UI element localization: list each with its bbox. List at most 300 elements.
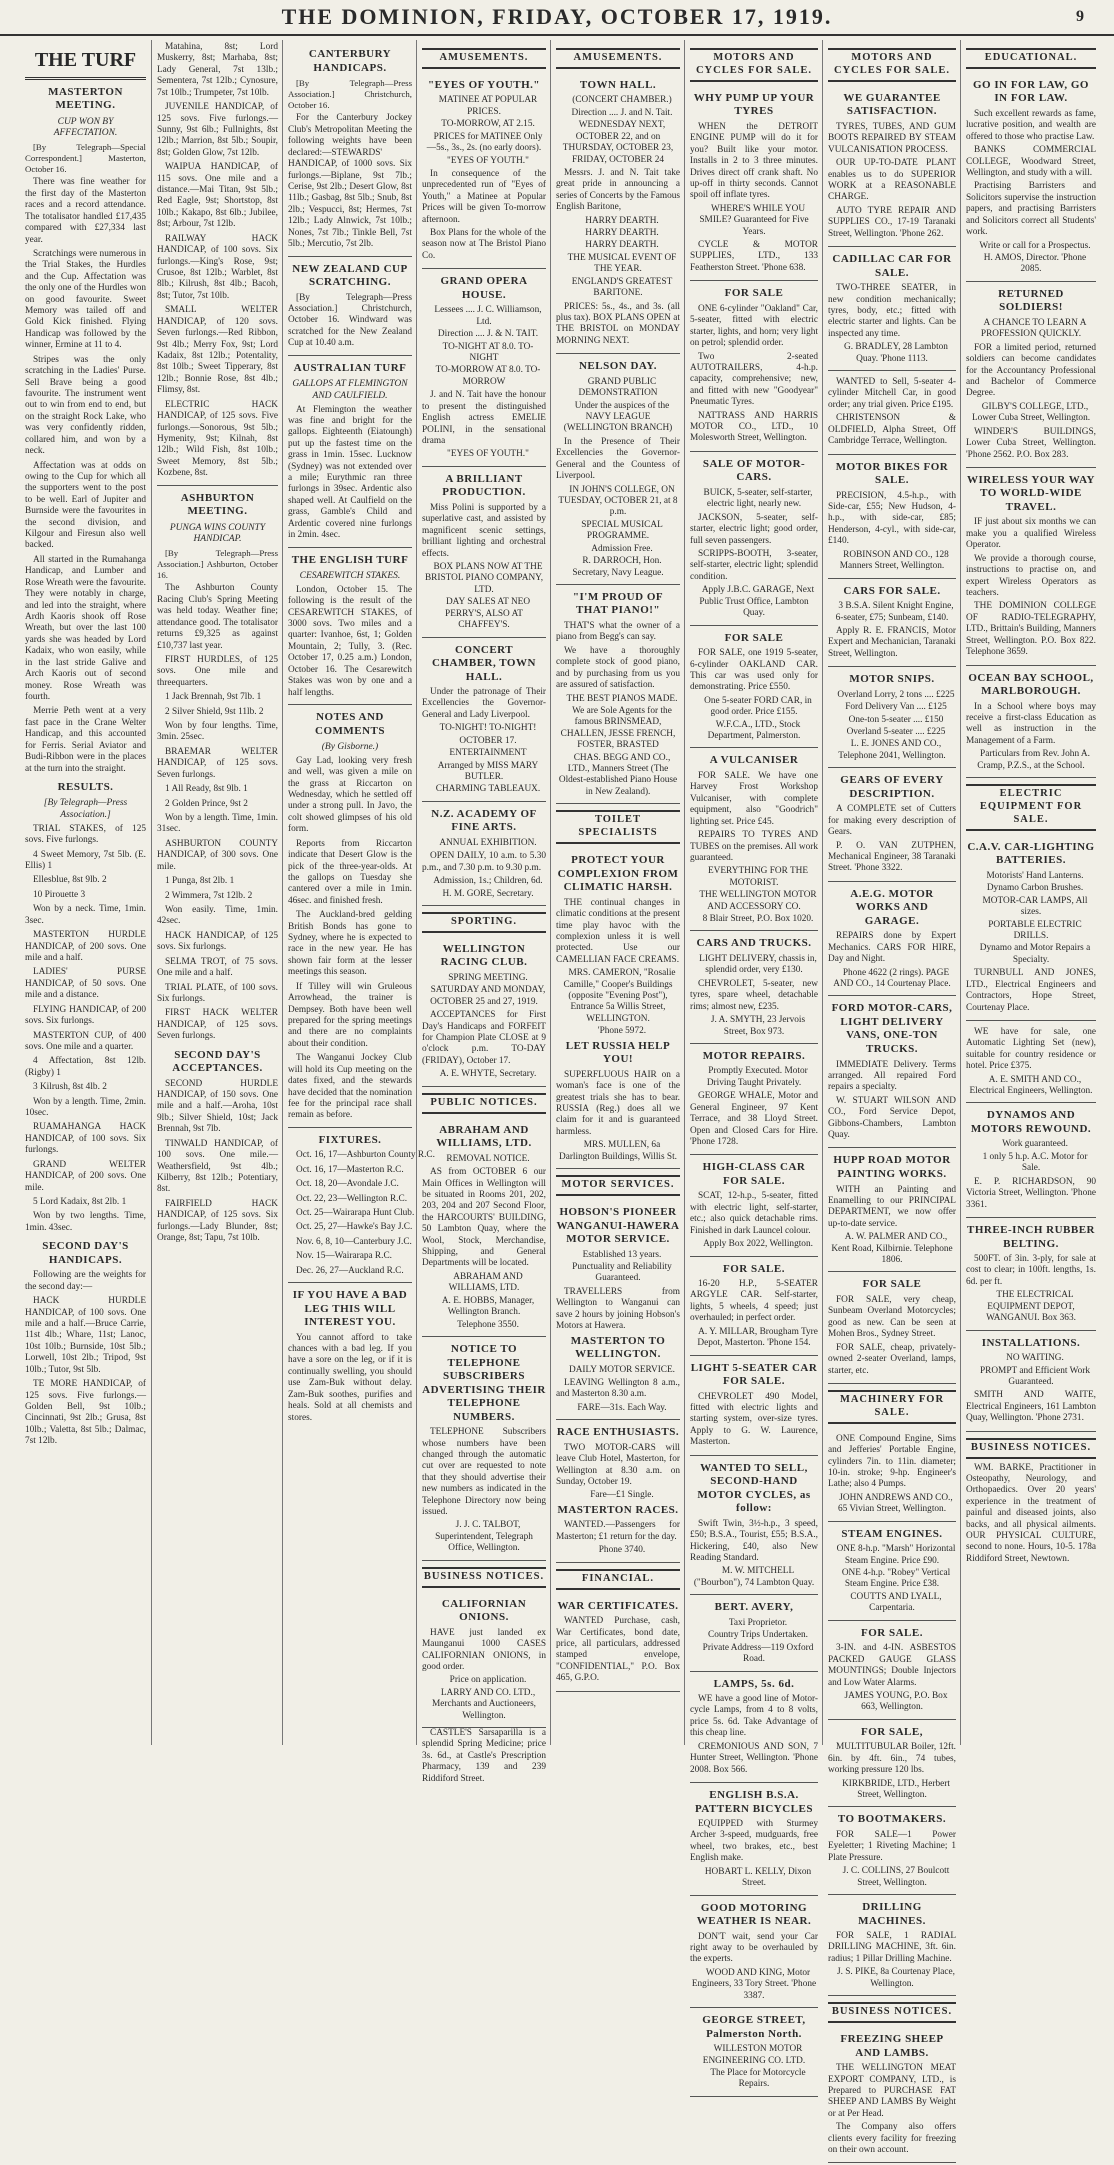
- ad-title: A BRILLIANT PRODUCTION.: [442, 472, 526, 499]
- ad-line: In consequence of the unprecedented run of "Eyes of Youth," a Matinee at Popular Prices will be given To-morrow afternoon.: [422, 168, 546, 225]
- section-header-business-notices: BUSINESS NOTICES.: [828, 2002, 956, 2023]
- ad-line: Direction .... J. & N. TAIT.: [437, 329, 539, 340]
- section-header-motors: MOTORS AND CYCLES FOR SALE.: [690, 48, 818, 82]
- divider: [288, 704, 412, 705]
- ad-line: FOR SALE, 1 RADIAL DRILLING MACHINE, 3ft. 6in. radius; 1 Pillar Drilling Machine.: [828, 1931, 956, 1964]
- ad-line: W.F.C.A., LTD., Stock Department, Palmerston.: [707, 719, 801, 742]
- ad-line: REPAIRS TO TYRES AND TUBES on the premises. All work guaranteed.: [690, 830, 818, 863]
- ad-line: ABRAHAM AND WILLIAMS, LTD.: [448, 1271, 523, 1294]
- ad-title: FOR SALE,: [861, 1725, 923, 1738]
- ad-line: SMITH AND WAITE, Electrical Engineers, 161 Lambton Quay, Wellington. 'Phone 2731.: [966, 1390, 1096, 1424]
- fixture-item: Dec. 26, 27—Auckland R.C.: [296, 1265, 404, 1276]
- ad-title: WE GUARANTEE SATISFACTION.: [843, 91, 941, 118]
- article-heading: NEW ZEALAND CUP SCRATCHING.: [292, 262, 408, 289]
- ad-title: FOR SALE: [724, 631, 784, 644]
- ad-line: Taxi Proprietor.: [728, 1617, 788, 1628]
- ad-title: GEARS OF EVERY DESCRIPTION.: [840, 774, 944, 800]
- ad-line: THAT'S what the owner of a piano from Begg's can say.: [556, 621, 680, 643]
- advertisement: [556, 585, 680, 804]
- ad-line: MATINEE AT POPULAR PRICES.: [438, 95, 538, 117]
- ad-line: TO-MORROW, AT 2.15.: [441, 119, 535, 130]
- ad-line: CHAS. BEGG AND CO., LTD., Manners Street (The Oldest-established Piano House in New Zealand).: [558, 752, 678, 797]
- advertisement: [556, 1420, 680, 1562]
- ad-line: 3 B.S.A. Silent Knight Engine, 6-seater, £75; Sunbeam, £140.: [835, 601, 954, 623]
- fixture-item: Oct. 18, 20—Avondale J.C.: [296, 1179, 399, 1190]
- divider: [288, 355, 412, 356]
- paragraph: Stripes was the only scratching in the Ladies' Purse. Sell Brave being a good favourite. The instrument went out to win from end to end, but on the straight Rock Lake, who was very confidently ridden, collared him, and won by a neck.: [25, 354, 146, 457]
- result-line: Ellesblue, 8st 9lb. 2: [33, 875, 107, 886]
- ad-title: HOBSON'S PIONEER WANGANUI-HAWERA MOTOR SERVICE.: [556, 1206, 680, 1246]
- ad-line: MRS. MULLEN, 6a Darlington Buildings, Willis St.: [559, 1140, 677, 1162]
- ad-line: Apply Box 2022, Wellington.: [703, 1239, 813, 1250]
- ad-line: TO-NIGHT! TO-NIGHT!: [439, 723, 537, 734]
- column-4: [416, 40, 551, 1784]
- ad-line: GILBY'S COLLEGE, LTD., Lower Cuba Street, Wellington.: [971, 401, 1091, 424]
- ad-title: STEAM ENGINES.: [841, 1527, 943, 1540]
- ad-line: REMOVAL NOTICE.: [446, 1153, 530, 1164]
- advertisement: [690, 1783, 818, 1896]
- paragraph: FIRST HURDLES, of 125 sovs. One mile and threequarters.: [157, 654, 278, 688]
- ad-line: Country Trips Undertaken.: [708, 1630, 808, 1641]
- ad-line: AUTO TYRE REPAIR AND SUPPLIES CO., 17-19 Taranaki Street, Wellington. 'Phone 262.: [828, 205, 956, 239]
- section-header-financial: FINANCIAL.: [556, 1569, 680, 1590]
- advertisement: [828, 86, 956, 247]
- ad-line: REPAIRS done by Expert Mechanics. CARS FOR HIRE, Day and Night.: [828, 931, 956, 965]
- ad-line: A. W. PALMER AND CO., Kent Road, Kilbirnie. Telephone 1806.: [831, 1232, 953, 1266]
- paragraph: FIRST HACK WELTER HANDICAP, of 125 sovs. Seven furlongs.: [157, 1008, 278, 1042]
- ad-line: Under the patronage of Their Excellencies the Governor-General and Lady Liverpool.: [422, 687, 546, 720]
- ad-line: One-ton 5-seater .... £150: [848, 714, 944, 725]
- ad-title: FOR SALE.: [723, 1262, 785, 1275]
- advertisement: [828, 1895, 956, 1996]
- advertisement: [690, 626, 818, 749]
- fixture-item: Oct. 22, 23—Wellington R.C.: [296, 1193, 408, 1204]
- section-heading: SECOND DAY'S HANDICAPS.: [42, 1240, 129, 1266]
- ad-title: WANTED TO SELL, SECOND-HAND MOTOR CYCLES, as follow:: [697, 1461, 811, 1515]
- ad-title: WAR CERTIFICATES.: [557, 1599, 679, 1612]
- paragraph: ELECTRIC HACK HANDICAP, of 125 sovs. Five furlongs.—Sonorous, 9st 5lb.; Hymenity, 9st; Kilnah, 8st 12lb.; Wild Fish, 8st 10lb.; Sweet Memory, 8st 5lb.; Kozbene, 8st.: [157, 399, 278, 479]
- ad-title: THREE-INCH RUBBER BELTING.: [967, 1224, 1095, 1250]
- ad-line: H. AMOS, Director. 'Phone 2085.: [983, 253, 1087, 275]
- ad-title: A.E.G. MOTOR WORKS AND GARAGE.: [850, 887, 934, 927]
- ad-line: DAY SALES AT NEO PERRY'S, ALSO AT CHAFFEY'S.: [445, 597, 531, 631]
- ad-line: H. M. GORE, Secretary.: [442, 888, 534, 899]
- result-line: Won by a length. Time, 2min. 10sec.: [25, 1096, 146, 1119]
- ad-line: CASTLE'S Sarsaparilla is a splendid Spring Medicine; price 3s. 6d., at Castle's Prescription Pharmacy, 139 and 239 Riddiford Street.: [422, 1728, 546, 1784]
- ad-title: CONCERT CHAMBER, TOWN HALL.: [432, 643, 536, 683]
- ad-line: ENGLAND'S GREATEST BARITONE.: [571, 276, 673, 299]
- ad-line: NO WAITING.: [1006, 1353, 1064, 1364]
- section-header-public-notices: PUBLIC NOTICES.: [422, 1093, 546, 1114]
- ad-line: CHEVROLET 490 Model, fitted with electric lights and starting system, over-size tyres. Apply to G. W. Laurence, Masterton.: [690, 1391, 818, 1448]
- ad-title: LIGHT 5-SEATER CAR FOR SALE.: [690, 1361, 818, 1388]
- results-list: [25, 824, 146, 1235]
- ad-line: The Place for Motorcycle Repairs.: [710, 2068, 806, 2090]
- ad-line: HAVE just landed ex Maunganui 1000 CASES CALIFORNIAN ONIONS, in good order.: [422, 1627, 546, 1672]
- ad-line: Fare—£1 Single.: [590, 1490, 654, 1501]
- ad-line: FARE—31s. Each Way.: [577, 1402, 667, 1413]
- machinery-ads: [828, 1428, 956, 1996]
- ad-line: WE have for sale, one Automatic Lighting Set (new), suitable for country residence or hotel. Price £375.: [966, 1026, 1096, 1072]
- result-line: MASTERTON HURDLE HANDICAP, of 200 sovs. One mile and a half.: [25, 930, 146, 963]
- ad-title: TO BOOTMAKERS.: [837, 1813, 947, 1826]
- ad-line: DAILY MOTOR SERVICE.: [568, 1364, 675, 1375]
- ad-line: M. W. MITCHELL ("Bourbon"), 74 Lambton Quay.: [693, 1566, 815, 1588]
- paragraph: SMALL WELTER HANDICAP, of 120 sovs. Seven furlongs.—Red Ribbon, 9st 4lb.; Merry Fox, 9st; Lord Kadaix, 8st 12lb.; Potentality, 8st 10lb.; Sweet Tipperary, 8st 12lb.; Bonnie Rose, 8st 4lb.; Flimsy, 8st.: [157, 305, 278, 396]
- ad-title: "I'M PROUD OF THAT PIANO!": [572, 590, 664, 617]
- advertisement: [690, 748, 818, 931]
- advertisement: [966, 835, 1096, 1021]
- ad-line: KIRKBRIDE, LTD., Herbert Street, Wellington.: [842, 1778, 950, 1800]
- advertisement: [556, 354, 680, 585]
- ad-line: J. J. C. TALBOT, Superintendent, Telegraph Office, Wellington.: [435, 1520, 533, 1554]
- advertisement: [690, 1456, 818, 1596]
- ad-line: 1 only 5 h.p. A.C. Motor for Sale.: [982, 1151, 1088, 1174]
- ad-line: OUR UP-TO-DATE PLANT enables us to do SUPERIOR WORK at a REASONABLE CHARGE.: [828, 158, 956, 203]
- advertisement: [966, 1331, 1096, 1432]
- ad-line: ENTERTAINMENT: [449, 748, 527, 759]
- ad-line: IMMEDIATE Delivery. Terms arranged. All repaired Ford repairs a specialty.: [828, 1059, 956, 1093]
- fixture-item: Oct. 16, 17—Masterton R.C.: [296, 1164, 404, 1175]
- ad-line: LEAVING Wellington 8 a.m., and Masterton 8.30 a.m.: [556, 1378, 680, 1400]
- paragraph: SELMA TROT, of 75 sovs. One mile and a half.: [157, 956, 278, 979]
- ad-title: A VULCANISER: [709, 754, 799, 767]
- ad-line: G. BRADLEY, 28 Lambton Quay. 'Phone 1113.: [844, 342, 948, 364]
- ad-line: JACKSON, 5-seater, self-starter, electric light; good order, full seven passengers.: [690, 512, 818, 546]
- result-line: Won by two lengths. Time, 1min. 43sec.: [25, 1211, 146, 1233]
- section-header-motor-services: MOTOR SERVICES.: [556, 1175, 680, 1196]
- ad-line: FOR SALE. We have one Harvey Frost Workshop Vulcaniser, with complete equipment, also "Goodrich" lighting set. Price £45.: [690, 770, 818, 827]
- paragraph: London, October 15. The following is the result of the CESAREWITCH STAKES, of 3000 sovs. Two miles and a quarter: Ivanhoe, 6st, 1; Golden Mountain, 2; Tully, 3. (Rec. October 17, 0.25 a.m.) London, October 16. The Cesarewitch Stakes was won by one and a half lengths.: [288, 584, 412, 698]
- ad-line: W. STUART WILSON AND CO., Ford Service Depot, Gibbons-Chambers, Lambton Quay.: [828, 1095, 956, 1141]
- paragraph: You cannot afford to take chances with a bad leg. If you have a sore on the leg, or if it is continually swelling, you should use Zam-Buk without delay. Zam-Buk soothes, purifies and heals. Sold at all chemists and stores.: [288, 1332, 412, 1423]
- ad-line: 500FT. of 3in. 3-ply, for sale at cost to clear; in 100ft. lengths, 1s. 6d. per ft.: [966, 1254, 1096, 1287]
- advertisement: [690, 2008, 818, 2097]
- paragraph: There was fine weather for the first day of the Masterton races and a record attendance. The totalisator handled £17,435 compared with £27,334 last year.: [25, 177, 146, 245]
- results-heading: RESULTS.: [57, 780, 114, 793]
- ad-line: WINDER'S BUILDINGS, Lower Cuba Street, Wellington. 'Phone 2562. P.O. Box 283.: [966, 426, 1096, 460]
- advertisement: [556, 848, 680, 1169]
- ad-title: WELLINGTON RACING CLUB.: [440, 942, 528, 969]
- ad-line: THE MUSICAL EVENT OF THE YEAR.: [567, 252, 677, 275]
- ad-line: Ford Delivery Van .... £125: [845, 702, 947, 713]
- ad-line: Overland Lorry, 2 tons .... £225: [837, 689, 955, 700]
- advertisement: [828, 882, 956, 997]
- ad-line: Private Address—119 Oxford Road.: [702, 1642, 814, 1665]
- ad-line: We are Sole Agents for the famous BRINSMEAD, CHALLEN, JESSE FRENCH, FOSTER, BRASTED: [560, 705, 676, 751]
- result-line: GRAND WELTER HANDICAP, of 200 sovs. One mile.: [25, 1159, 146, 1193]
- ad-title: FORD MOTOR-CARS, LIGHT DELIVERY VANS, ONE-TON TRUCKS.: [831, 1002, 953, 1055]
- ad-line: WEDNESDAY NEXT, OCTOBER 22, and on THURSDAY, OCTOBER 23, FRIDAY, OCTOBER 24: [562, 120, 674, 165]
- ad-line: Admission Free.: [591, 543, 653, 554]
- ad-title: GRAND OPERA HOUSE.: [440, 275, 528, 301]
- paragraph: All started in the Rumahanga Handicap, and Lumber and Rose Wreath were the favourite. They were notably in charge, and led into the straight, where Ardh Kaoris shook off Rose Wreath, but over the last 100 yards she was headed by Lord Kadaix, who won easily, while in the last stride Galive and Arch Kaoris out of second money. Rose Wreath was fourth.: [25, 554, 146, 702]
- ad-line: WANTED.—Passengers for Masterton; £1 return for the day.: [556, 1520, 680, 1542]
- ad-title: SALE OF MOTOR-CARS.: [702, 457, 806, 484]
- ad-line: Dynamo and Motor Repairs a Specialty.: [979, 943, 1091, 965]
- ad-line: Apply J.B.C. GARAGE, Next Public Trust Office, Lambton Quay.: [699, 585, 815, 619]
- paragraph: Won by four lengths. Time, 3min. 25sec.: [157, 721, 278, 743]
- paragraph: FAIRFIELD HACK HANDICAP, of 125 sovs. Six furlongs.—Lady Blunder, 8st; Orange, 8st; Tapu, 7st 10lb.: [157, 1198, 278, 1244]
- column-2: [151, 40, 283, 1745]
- divider: [288, 1282, 412, 1283]
- advertisement: [422, 1592, 546, 1728]
- ad-line: WE have a good line of Motor-cycle Lamps, from 4 to 8 volts, price 5s. 6d. Take Advantage of this cheap line.: [690, 1694, 818, 1739]
- divider: [288, 1127, 412, 1128]
- ad-line: EQUIPPED with Sturmey Archer 3-speed, mudguards, free wheel, two brakes, etc., best English make.: [690, 1819, 818, 1864]
- ad-title: CARS AND TRUCKS.: [696, 937, 812, 950]
- ad-line: DON'T wait, send your Car right away to be overhauled by the experts.: [690, 1931, 818, 1965]
- ad-line: CYCLE & MOTOR SUPPLIES, LTD., 133 Featherston Street. 'Phone 638.: [690, 240, 818, 273]
- advertisement: [422, 1337, 546, 1561]
- ad-line: J. and N. Tait have the honour to present the distinguished English actress EMELIE POLINI, in the sensational drama: [422, 390, 546, 446]
- results-source: [By Telegraph—Press Association.]: [43, 798, 128, 821]
- ad-title: LAMPS, 5s. 6d.: [713, 1677, 795, 1690]
- ad-title: FOR SALE.: [861, 1626, 923, 1639]
- advertisement: [828, 768, 956, 882]
- advertisement: [422, 269, 546, 467]
- ad-title: HUPP ROAD MOTOR PAINTING WORKS.: [833, 1154, 951, 1180]
- ad-line: Telephone 3550.: [457, 1319, 519, 1330]
- ad-title: CALIFORNIAN ONIONS.: [441, 1597, 527, 1624]
- page-columns: [20, 40, 1100, 2156]
- ad-line: NATTRASS AND HARRIS MOTOR CO., LTD., 10 Molesworth Street, Wellington.: [690, 410, 818, 444]
- paragraph: If Tilley will win Gruleous Arrowhead, the trainer is Dempsey. Both have been well prepared for the spring meetings and there are no complaints about their condition.: [288, 981, 412, 1049]
- ad-line: COUTTS AND LYALL, Carpentaria.: [850, 1591, 942, 1614]
- ad-line: HOBART L. KELLY, Dixon Street.: [704, 1866, 812, 1889]
- ad-title: MOTOR REPAIRS.: [702, 1049, 806, 1062]
- paragraph: Won easily. Time, 1min. 42sec.: [157, 904, 278, 927]
- paragraph: At Flemington the weather was fine and bright for the gallops. Eighteenth (Eiatoungh) put up the fastest time on the grass in 1min. 15sec. Lucknow (Sydney) was not extended over a mile; Eurythmic ran three furlongs in 39sec. Ardentic also shaped well. At Caulfield on the grass, Gamble's Child and Ardentic covered nine furlongs in 2min. 4sec.: [288, 404, 412, 541]
- ad-line: HARRY DEARTH.: [585, 215, 659, 226]
- ad-line: "EYES OF YOUTH.": [447, 449, 529, 460]
- paragraph: Following are the weights for the second day:—: [25, 1270, 146, 1292]
- ad-line: THE BEST PIANOS MADE.: [566, 693, 678, 704]
- advertisement: [422, 467, 546, 638]
- business-ads: [828, 2027, 956, 2163]
- fixture-item: Nov. 6, 8, 10—Canterbury J.C.: [296, 1236, 412, 1247]
- paragraph: WAIPUA HANDICAP, of 115 sovs. One mile and a distance.—Mai Titan, 9st 5lb.; Red Eagle, 9st; Shortstop, 8st 10lb.; Kakapo, 8st 6lb.; Jubilee, 8st; Arbour, 7st 12lb.: [157, 162, 278, 230]
- section-heading: SECOND DAY'S ACCEPTANCES.: [172, 1048, 263, 1075]
- ad-line: Particulars from Rev. John A. Cramp, P.Z.S., at the School.: [977, 749, 1090, 771]
- divider: [288, 256, 412, 257]
- advertisement: [966, 468, 1096, 666]
- ad-line: Arranged by MISS MARY BUTLER.: [437, 760, 539, 783]
- paragraph: The Auckland-bred gelding British Bonds has gone to Sydney, where he is expected to race in the new year. He has shown fair form at the lesser meetings this season.: [288, 910, 412, 978]
- advertisement: [966, 1103, 1096, 1218]
- ad-line: CREMONIOUS AND SON, 7 Hunter Street, Wellington. 'Phone 2008. Box 566.: [690, 1741, 818, 1775]
- advertisement: [828, 1272, 956, 1383]
- fixture-item: Oct. 25, 27—Hawke's Bay J.C.: [296, 1222, 413, 1233]
- ad-line: WANTED Purchase, cash, War Certificates, bond date, price, all particulars, addressed stamped envelope, "CONFIDENTIAL," P.O. Box 465, G.P.O.: [556, 1616, 680, 1684]
- paragraph: The Wanganui Jockey Club will hold its Cup meeting on the dates fixed, and the stewards have decided that the nomination fee for the principal race shall remain as before.: [288, 1053, 412, 1121]
- ad-line: P. O. VAN ZUTPHEN, Mechanical Engineer, 38 Taranaki Street. 'Phone 3322.: [828, 840, 956, 874]
- article-body: [25, 177, 146, 775]
- ad-title: ABRAHAM AND WILLIAMS, LTD.: [436, 1123, 532, 1150]
- section-header-sporting: SPORTING.: [422, 912, 546, 933]
- section-banner-turf: THE TURF: [25, 48, 146, 80]
- ad-line: EVERYTHING FOR THE MOTORIST.: [707, 866, 809, 888]
- result-line: 4 Affectation, 8st 12lb. (Rigby) 1: [25, 1056, 146, 1078]
- ad-line: (CONCERT CHAMBER.): [572, 95, 672, 106]
- column-7: [822, 40, 961, 2156]
- paragraph: Matahina, 8st; Lord Muskerry, 8st; Marhaba, 8st; Lady General, 7st 13lb.; Sementera, 7st 12lb.; Cynosure, 7st 10lb.; Trumpeter, 7st 10lb.: [157, 42, 278, 98]
- paragraph: 1 All Ready, 8st 9lb. 1: [165, 784, 248, 795]
- ad-title: MOTOR BIKES FOR SALE.: [835, 460, 949, 487]
- ad-line: TELEPHONE Subscribers whose numbers have been changed through the automatic cut over are requested to note that they should advertise their new numbers as indicated in the Telephone Directory now being issued.: [422, 1427, 546, 1518]
- ad-line: Box Plans for the whole of the season now at The Bristol Piano Co.: [422, 228, 546, 261]
- ad-line: J. C. COLLINS, 27 Boulcott Street, Wellington.: [842, 1866, 950, 1888]
- advertisement: [828, 455, 956, 579]
- column-6: [684, 40, 823, 2090]
- ad-title: FOR SALE: [724, 287, 784, 300]
- section-header-electric: ELECTRIC EQUIPMENT FOR SALE.: [966, 784, 1096, 831]
- ad-line: BOX PLANS NOW AT THE BRISTOL PIANO COMPANY, LTD.: [424, 561, 544, 595]
- motors-ads: [828, 86, 956, 1384]
- ad-line: R. DARROCH, Hon. Secretary, Navy League.: [572, 556, 664, 578]
- ad-line: SUPERFLUOUS HAIR on a woman's face is one of the greatest trials she has to bear. RUSSIA (Reg.) does all we claim for it and is guaranteed harmless.: [556, 1069, 680, 1137]
- result-line: RUAMAHANGA HACK HANDICAP, of 100 sovs. Six furlongs.: [25, 1122, 146, 1156]
- paragraph: Affectation was at odds on owing to the Cup for which all the supporters went to the post to be well. Earl of Jupiter and Burnside were the favourites in the second division, and Kilgour and Firesun also well backed.: [25, 460, 146, 551]
- ad-line: 'Phone 5972.: [597, 1026, 647, 1037]
- ad-line: FOR SALE, very cheap, Sunbeam Overland Motorcycles; good as new. Can be seen at Mohen Bros., Sydney Street.: [828, 1294, 956, 1340]
- section-header-business-notices: BUSINESS NOTICES.: [966, 1438, 1096, 1459]
- advertisement: [966, 73, 1096, 282]
- ad-line: Price on application.: [449, 1675, 527, 1686]
- ad-line: OCTOBER 17.: [459, 735, 517, 746]
- paragraph: TRIAL PLATE, of 100 sovs. Six furlongs.: [157, 982, 278, 1004]
- ad-line: HARRY DEARTH.: [585, 240, 659, 251]
- ad-title: GO IN FOR LAW, GO IN FOR LAW.: [973, 78, 1089, 105]
- paragraph: 1 Punga, 8st 2lb. 1: [165, 876, 235, 887]
- motors-ads: [690, 86, 818, 2097]
- ad-line: In the Presence of Their Excellencies the Governor-General and the Countess of Liverpool.: [556, 436, 680, 482]
- ad-line: MOTOR-CAR LAMPS, All sizes.: [982, 895, 1088, 918]
- ad-line: THE DOMINION COLLEGE OF RADIO-TELEGRAPHY, LTD., Brittain's Building, Manners Street, Wellington. P.O. Box 822. Telephone 3659.: [966, 601, 1096, 658]
- section-header-toilet-specialists: TOILET SPECIALISTS: [556, 810, 680, 844]
- advertisement: [828, 1428, 956, 1522]
- paragraph: HACK HURDLE HANDICAP, of 100 sovs. One mile and a half.—Bruce Carrie, 11st 4lb.; Whare, 11st; Lanoc, 10st 10lb.; Burnside, 10st 5lb.; Lorwell, 10st 2lb.; Tripod, 9st 10lb.; Tutor, 9st 5lb.: [25, 1296, 146, 1375]
- ad-title: "EYES OF YOUTH.": [428, 78, 540, 91]
- ad-line: SPRING MEETING.: [448, 972, 528, 983]
- ad-line: FOR SALE, cheap, privately-owned 2-seater Overland, lamps, starter, etc.: [828, 1342, 956, 1376]
- ad-line: TRAVELLERS from Wellington to Wanganui can save 2 hours by joining Hobson's Motors at Hawera.: [556, 1286, 680, 1332]
- ad-title: OCEAN BAY SCHOOL, MARLBOROUGH.: [968, 671, 1094, 698]
- ad-line: OPEN DAILY, 10 a.m. to 5.30 p.m., and 7.30 p.m. to 9.30 p.m.: [422, 851, 546, 873]
- ad-line: Overland 5-seater .... £225: [846, 726, 946, 737]
- article-subheading: CUP WON BY AFFECTATION.: [53, 116, 118, 139]
- section-header-motors: MOTORS AND CYCLES FOR SALE.: [828, 48, 956, 82]
- advertisement: [828, 371, 956, 455]
- ad-line: Work guaranteed.: [1002, 1139, 1068, 1150]
- advertisement: [690, 1896, 818, 2009]
- masthead: [0, 0, 1114, 36]
- paragraph: 1 Jack Brennah, 9st 7lb. 1: [165, 692, 262, 703]
- ad-line: A COMPLETE set of Cutters for making every description of Gears.: [828, 804, 956, 838]
- ad-line: SCRIPPS-BOOTH, 3-seater, self-starter, electric light; splendid condition.: [690, 549, 818, 582]
- page-number: 9: [1076, 8, 1084, 25]
- ad-line: 8 Blair Street, P.O. Box 1020.: [702, 914, 814, 925]
- ad-line: FOR SALE—1 Power Eyeletter; 1 Riveting Machine; 1 Plate Pressure.: [828, 1829, 956, 1863]
- advertisement: [828, 996, 956, 1148]
- ad-title: PROTECT YOUR COMPLEXION FROM CLIMATIC HARSH.: [557, 854, 679, 894]
- ad-line: A. E. WHYTE, Secretary.: [439, 1069, 537, 1080]
- ad-line: A CHANCE TO LEARN A PROFESSION QUICKLY.: [980, 317, 1087, 340]
- ad-line: WHERE'S WHILE YOU SMILE? Guaranteed for Five Years.: [699, 203, 809, 237]
- paragraph: JUVENILE HANDICAP, of 125 sovs. Five furlongs.—Sunny, 9st 6lb.; Fullnights, 8st 12lb.; Marrion, 8st 5lb.; Soupir, 8st; Golden Glow, 7st 12lb.: [157, 102, 278, 158]
- ad-line: WM. BARKE, Practitioner in Osteopathy, Neurology, and Orthopaedics. Over 20 years' experience in the treatment of painful and diseased joints, also backs, and all physical ailments. OUR PHYSICAL CULTURE, second to none. Hours, 10-5. 178a Riddiford Street, Newtown.: [966, 1462, 1096, 1564]
- ad-line: TO-NIGHT AT 8.0. TO-NIGHT: [442, 341, 534, 364]
- ad-line: GEORGE WHALE, Motor and General Engineer, 97 Kent Terrace, and 38 Lloyd Street. Open and Closed Cars for Hire. 'Phone 1728.: [690, 1091, 818, 1147]
- article-heading: MASTERTON MEETING.: [48, 85, 123, 112]
- advertisement: [828, 667, 956, 768]
- ad-title: WIRELESS YOUR WAY TO WORLD-WIDE TRAVEL.: [967, 473, 1095, 513]
- article-source: [By Telegraph—Press Association.] Ashburton, October 16.: [157, 547, 278, 580]
- advertisement: [966, 666, 1096, 779]
- divider: [157, 485, 278, 486]
- ad-line: BANKS COMMERCIAL COLLEGE, Woodward Street, Wellington, and study with a will.: [966, 145, 1096, 179]
- ad-line: A. E. SMITH AND CO., Electrical Engineers, Wellington.: [969, 1074, 1093, 1097]
- ad-title: NELSON DAY.: [578, 360, 658, 373]
- ad-title: TOWN HALL.: [579, 78, 657, 91]
- ad-title: GEORGE STREET, Palmerston North.: [702, 2014, 806, 2040]
- ad-line: A. Y. MILLAR, Brougham Tyre Depot, Masterton. 'Phone 154.: [697, 1326, 818, 1349]
- ad-line: Messrs. J. and N. Tait take great pride in announcing a series of Concerts by the Famous English Baritone,: [556, 167, 680, 213]
- article-subheading: (By Gisborne.): [321, 742, 379, 753]
- ad-line: Phone 3740.: [598, 1545, 646, 1556]
- advertisement: [422, 802, 546, 906]
- advertisement: [690, 931, 818, 1043]
- result-line: 4 Sweet Memory, 7st 5lb. (E. Ellis) 1: [25, 849, 146, 872]
- ad-line: IF just about six months we can make you a qualified Wireless Operator.: [966, 517, 1096, 551]
- column-5: [550, 40, 685, 1745]
- ad-line: We have a thoroughly complete stock of good piano, and by purchasing from us you are assured of satisfaction.: [556, 645, 680, 691]
- advertisement: [556, 1594, 680, 1692]
- ad-title: CARS FOR SALE.: [843, 584, 941, 597]
- ad-title: BERT. AVERY,: [714, 1601, 794, 1614]
- ad-line: ONE 4-h.p. "Robey" Vertical Steam Engine. Price £38.: [841, 1568, 951, 1590]
- article-source: [By Telegraph—Special Correspondent.] Masterton, October 16.: [25, 141, 146, 174]
- advertisement: [828, 1621, 956, 1720]
- ad-line: WOOD AND KING, Motor Engineers, 33 Tory Street. 'Phone 3387.: [691, 1967, 817, 2001]
- ad-line: TURNBULL AND JONES, LTD., Electrical Engineers and Contractors, Hope Street, Courtenay Place.: [966, 968, 1096, 1013]
- ad-line: Miss Polini is supported by a superlative cast, and assisted by magnificent scenic settings, brilliant lighting and orchestral effects.: [422, 502, 546, 559]
- ad-line: L. E. JONES AND CO., Telephone 2041, Wellington.: [838, 739, 946, 761]
- ad-line: Lessees .... J. C. Williamson, Ltd.: [434, 305, 542, 327]
- ad-title: NOTICE TO TELEPHONE SUBSCRIBERS ADVERTISING THEIR TELEPHONE NUMBERS.: [422, 1343, 546, 1423]
- ad-title: ENGLISH B.S.A. PATTERN BICYCLES: [695, 1789, 813, 1815]
- ad-line: J. S. PIKE, 8a Courtenay Place, Wellington.: [837, 1967, 955, 1989]
- advertisement: [828, 1522, 956, 1621]
- ad-line: TWO-THREE SEATER, in new condition mechanically; tyres, body, etc.; fitted with electric starter and lights. Can be inspected any time.: [828, 283, 956, 339]
- column-3: [282, 40, 435, 1745]
- ad-line: A. E. HOBBS, Manager, Wellington Branch.: [441, 1295, 535, 1318]
- ad-title: INSTALLATIONS.: [981, 1336, 1081, 1349]
- section-header-machinery: MACHINERY FOR SALE.: [828, 1390, 956, 1424]
- ad-line: ANNUAL EXHIBITION.: [439, 837, 537, 848]
- paragraph: TE MORE HANDICAP, of 125 sovs. Five furlongs.—Golden Bell, 9st 10lb.; Cincinnati, 9st 2lb.; Grusa, 8st 10lb.; Valetta, 8st 5lb.; Dalmac, 7st 12lb.: [25, 1379, 146, 1447]
- ad-line: GRAND PUBLIC DEMONSTRATION: [578, 376, 658, 399]
- ad-line: ONE 8-h.p. "Marsh" Horizontal Steam Engine. Price £90.: [836, 1544, 956, 1566]
- article-heading: CANTERBURY HANDICAPS.: [308, 48, 392, 74]
- ad-line: The Company also offers clients every facility for freezing on their own account.: [828, 2122, 956, 2156]
- advertisement: [966, 1021, 1096, 1104]
- ad-title: MOTOR SNIPS.: [849, 673, 935, 686]
- advertisement: [422, 937, 546, 1087]
- result-line: FLYING HANDICAP, of 200 sovs. Six furlongs.: [25, 1004, 146, 1027]
- column-1: [20, 40, 151, 1745]
- advertisement: [690, 1044, 818, 1155]
